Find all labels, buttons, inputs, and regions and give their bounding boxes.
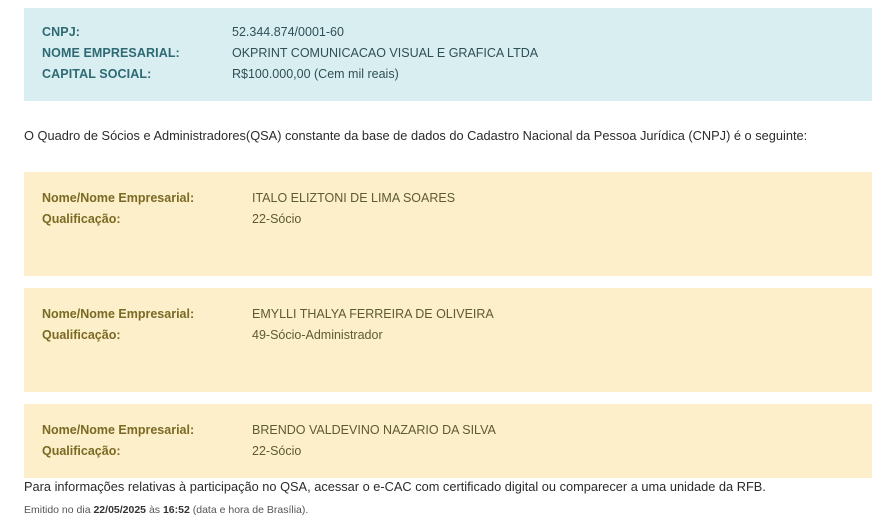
qsa-name-label: Nome/Nome Empresarial: (42, 307, 195, 321)
qsa-member-qualification-row (24, 441, 872, 462)
qsa-name-value: ITALO ELIZTONI DE LIMA SOARES (252, 191, 456, 205)
qsa-name-label: Nome/Nome Empresarial: (42, 191, 195, 205)
cnpj-value: 52.344.874/0001-60 (232, 25, 344, 39)
qsa-name-value: BRENDO VALDEVINO NAZARIO DA SILVA (252, 423, 496, 437)
qsa-member-qualification-row (24, 209, 872, 230)
qsa-footer-note: Para informações relativas à participação no QSA, acessar o e-CAC com certificado digital ou comparecer a uma unidade da RFB. (24, 479, 766, 494)
qsa-member-card (24, 404, 872, 478)
qsa-qualification-label: Qualificação: (42, 212, 121, 226)
qsa-qualification-label: Qualificação: (42, 328, 121, 342)
qsa-member-card (24, 172, 872, 276)
qsa-member-qualification-row (24, 325, 872, 346)
qsa-qualification-value: 49-Sócio-Administrador (252, 328, 383, 342)
cnpj-label: CNPJ: (42, 25, 81, 39)
emitted-prefix: Emitido no dia (24, 504, 94, 516)
company-field-cnpj (24, 22, 872, 43)
qsa-qualification-value: 22-Sócio (252, 444, 302, 458)
qsa-member-card (24, 288, 872, 392)
nome-empresarial-value: OKPRINT COMUNICACAO VISUAL E GRAFICA LTDA (232, 46, 539, 60)
qsa-qualification-value: 22-Sócio (252, 212, 302, 226)
qsa-member-name-row (24, 304, 872, 325)
qsa-member-name-row (24, 420, 872, 441)
qsa-member-name-row (24, 188, 872, 209)
nome-empresarial-label: NOME EMPRESARIAL: (42, 46, 180, 60)
qsa-intro-text: O Quadro de Sócios e Administradores(QSA) constante da base de dados do Cadastro Nacional da Pessoa Jurídica (CNPJ) é o seguinte: (24, 128, 808, 143)
emitted-date: 22/05/2025 (93, 504, 147, 516)
capital-social-value: R$100.000,00 (Cem mil reais) (232, 67, 399, 81)
qsa-name-label: Nome/Nome Empresarial: (42, 423, 195, 437)
qsa-qualification-label: Qualificação: (42, 444, 121, 458)
qsa-member-list (24, 172, 872, 490)
emitted-suffix: (data e hora de Brasília). (189, 504, 309, 516)
company-summary-box (24, 8, 872, 101)
emitted-time: 16:52 (162, 504, 190, 516)
company-field-capital-social (24, 64, 872, 85)
qsa-name-value: EMYLLI THALYA FERREIRA DE OLIVEIRA (252, 307, 494, 321)
capital-social-label: CAPITAL SOCIAL: (42, 67, 152, 81)
emission-timestamp (24, 503, 872, 518)
company-field-nome-empresarial (24, 43, 872, 64)
emitted-mid: às (146, 504, 163, 516)
